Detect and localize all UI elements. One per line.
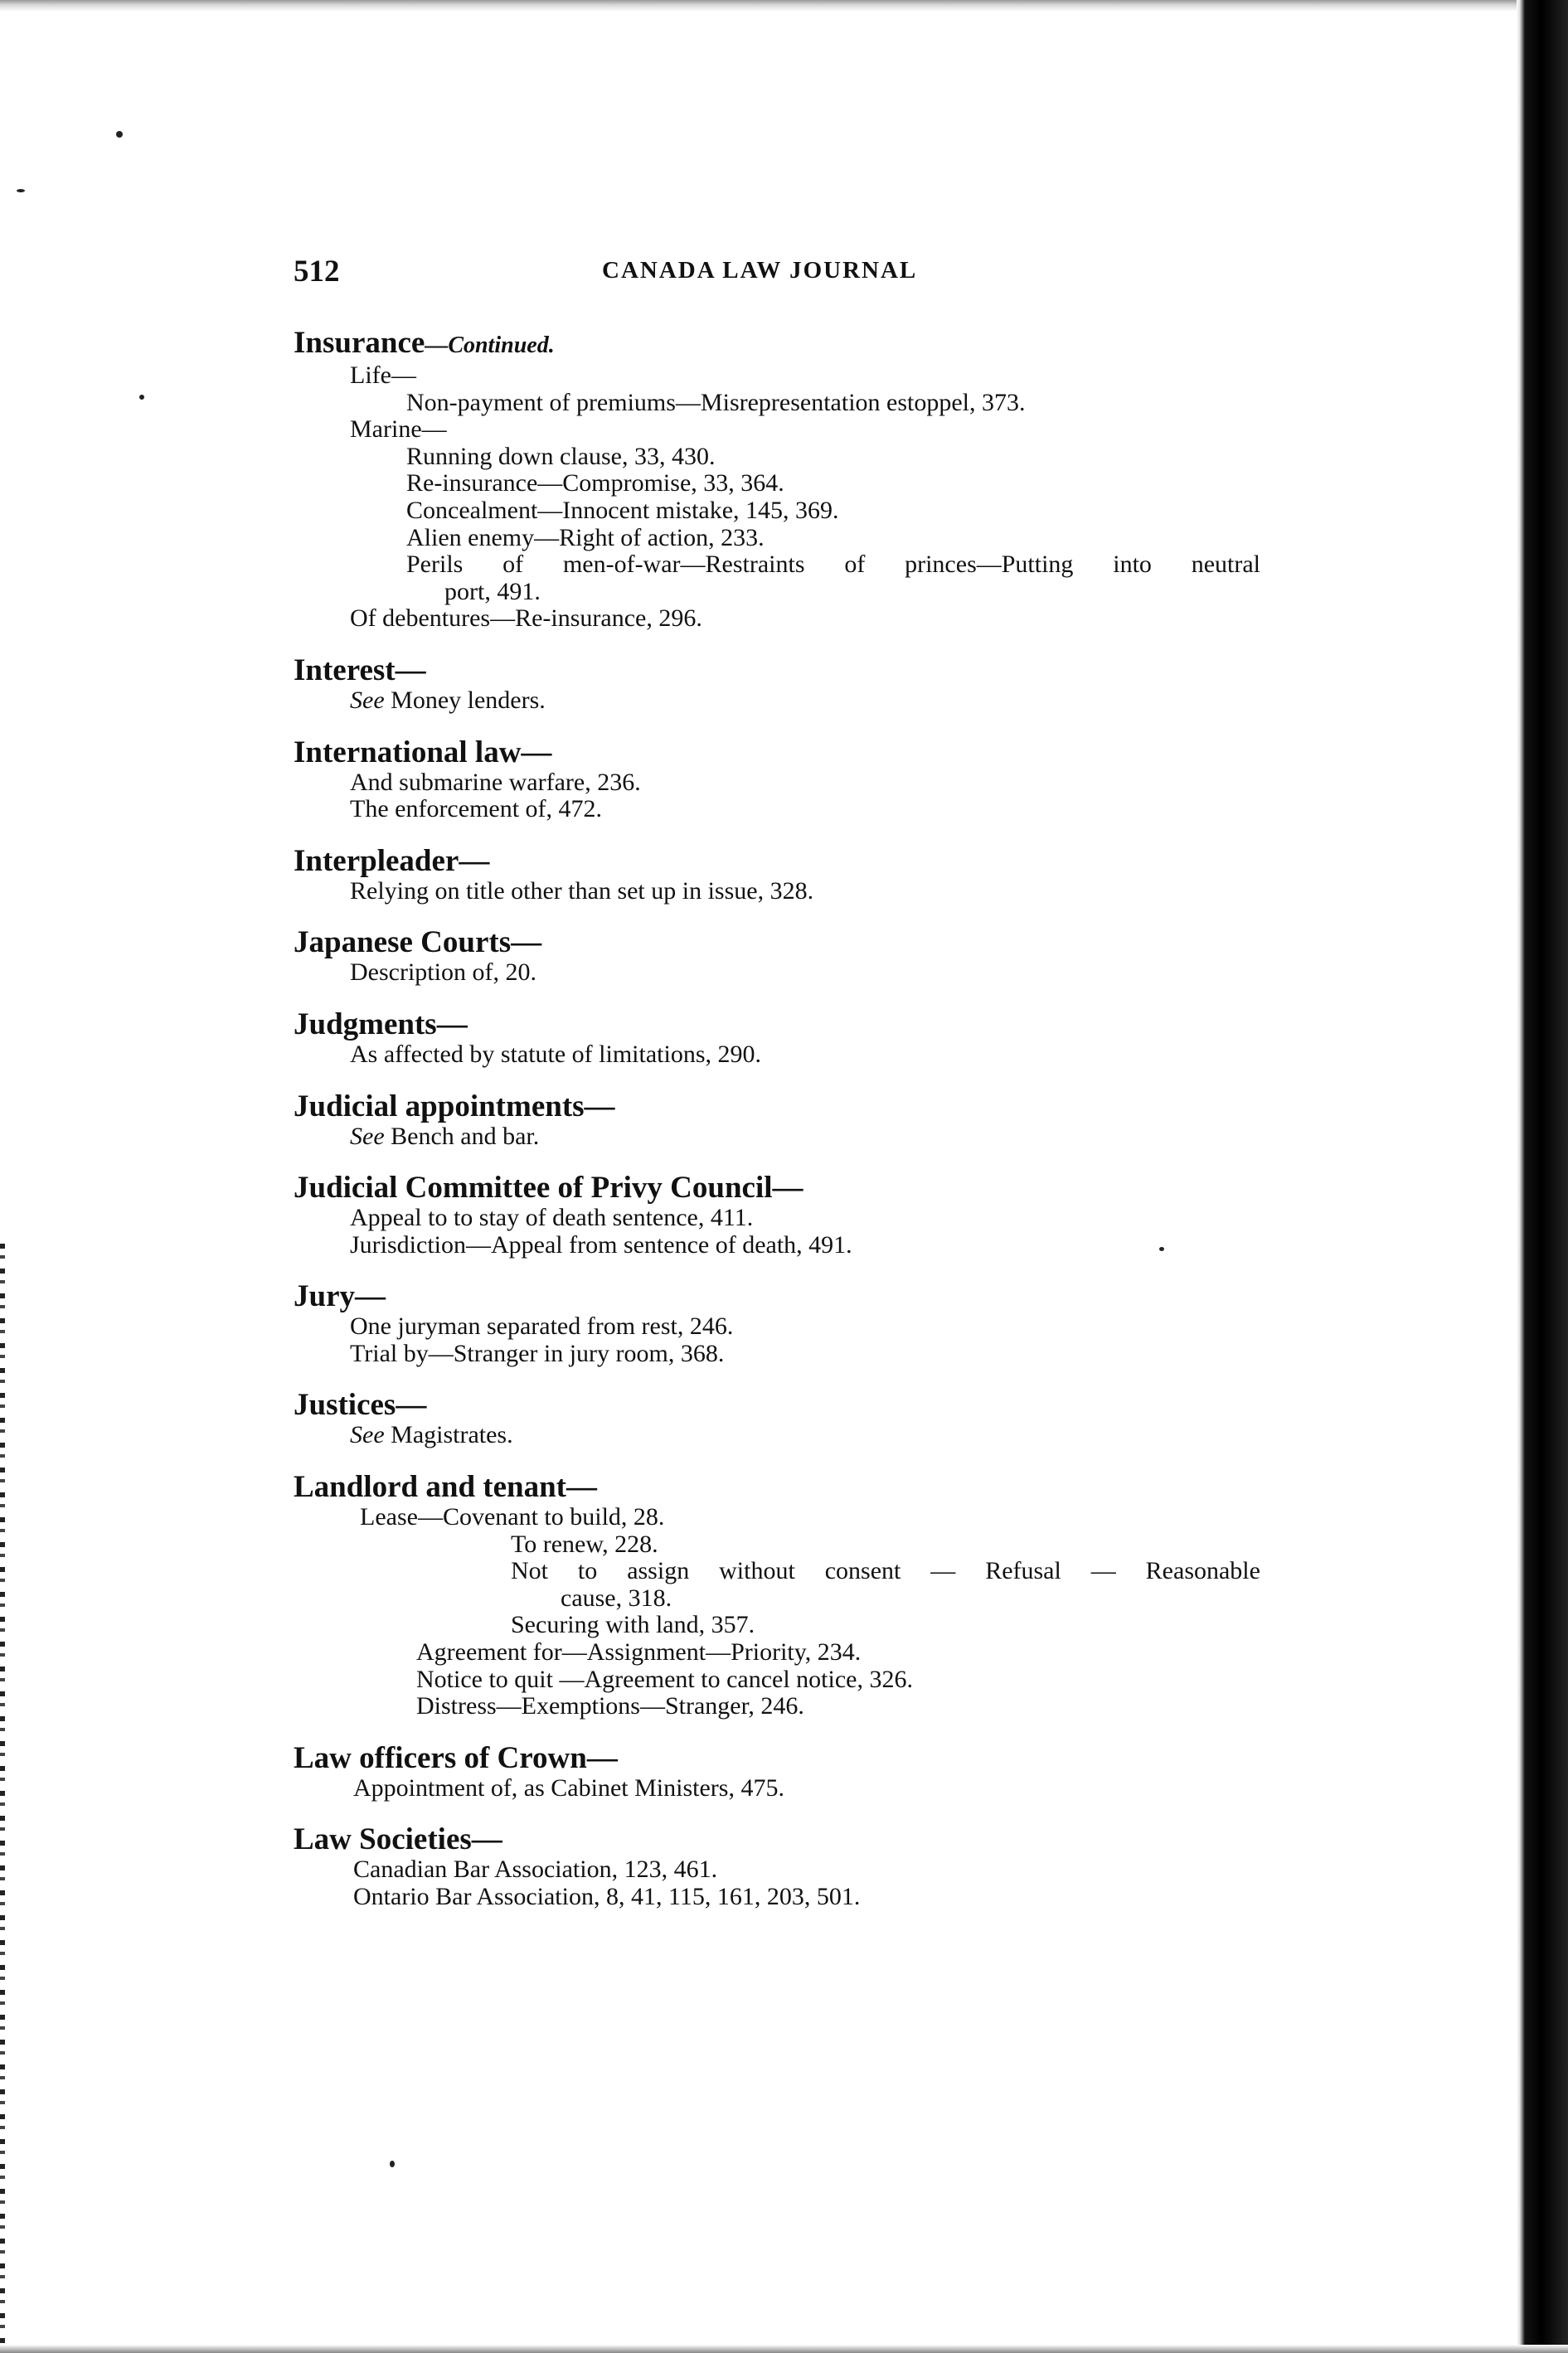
entry-heading-text: Japanese Courts— xyxy=(294,925,542,960)
scan-left-edge xyxy=(0,1244,5,2353)
entry-subline: Securing with land, 357. xyxy=(511,1611,755,1639)
index-entry xyxy=(294,1470,1260,1720)
entry-subline: Lease—Covenant to build, 28. xyxy=(360,1503,665,1531)
justified-word: princes—Putting xyxy=(905,551,1074,579)
index-entry xyxy=(294,1823,1255,1910)
entry-heading-text: Jury— xyxy=(294,1279,386,1314)
justified-word: — xyxy=(930,1557,956,1585)
entry-subline: The enforcement of, 472. xyxy=(350,795,603,823)
entry-subline: Notice to quit —Agreement to cancel notice, 326. xyxy=(416,1665,913,1693)
entry-subline: Relying on title other than set up in issue, 328. xyxy=(350,876,814,905)
entry-subline: Life— xyxy=(350,361,416,389)
entry-heading-text: Judgments— xyxy=(294,1007,468,1041)
index-entry xyxy=(294,1389,1255,1449)
scan-bottom-edge xyxy=(0,2345,1568,2353)
entry-subline: And submarine warfare, 236. xyxy=(350,768,641,796)
entry-subline xyxy=(294,1422,1255,1449)
journal-title: CANADA LAW JOURNAL xyxy=(602,257,918,284)
entry-heading-text: Landlord and tenant— xyxy=(294,1470,597,1505)
index-entry xyxy=(294,1090,1255,1151)
entry-heading xyxy=(294,1823,1255,1856)
see-reference-label: See xyxy=(350,686,385,714)
index-entry xyxy=(294,1008,1255,1069)
entry-subline: Ontario Bar Association, 8, 41, 115, 161, 203, 501. xyxy=(353,1883,861,1910)
justified-word: Not xyxy=(511,1557,548,1585)
entry-subline: port, 491. xyxy=(444,577,541,605)
see-reference-target: Bench and bar. xyxy=(384,1122,540,1150)
entry-heading xyxy=(294,926,1255,959)
entry-heading-text: Judicial appointments— xyxy=(294,1089,615,1123)
page-number: 512 xyxy=(294,255,340,289)
see-reference-target: Magistrates. xyxy=(384,1421,513,1449)
entry-subline: Distress—Exemptions—Stranger, 246. xyxy=(416,1692,804,1720)
justified-word: into xyxy=(1113,551,1152,579)
justified-word: Refusal xyxy=(985,1557,1061,1585)
index-entry xyxy=(294,654,1255,715)
index-entry xyxy=(294,1742,1255,1802)
index-entry xyxy=(294,926,1255,987)
index-entry xyxy=(294,736,1255,823)
justified-word: to xyxy=(577,1557,598,1585)
scan-speck xyxy=(116,131,123,138)
entry-heading xyxy=(294,1471,1255,1504)
scan-speck xyxy=(390,2161,395,2167)
entry-subline: Description of, 20. xyxy=(350,958,536,987)
see-reference-target: Money lenders. xyxy=(384,686,546,714)
entry-heading-text: Law Societies— xyxy=(294,1822,502,1857)
index-content xyxy=(294,326,1260,1933)
see-reference-label: See xyxy=(350,1122,385,1150)
index-entry xyxy=(294,845,1255,905)
entry-subline: Agreement for—Assignment—Priority, 234. xyxy=(416,1638,862,1667)
entry-subline: Running down clause, 33, 430. xyxy=(406,442,716,470)
justified-word: men-of-war—Restraints xyxy=(562,551,805,579)
justified-word: without xyxy=(719,1557,795,1585)
entry-heading-text: Interest— xyxy=(294,653,426,687)
scan-speck xyxy=(17,189,25,192)
entry-heading xyxy=(294,654,1255,687)
justified-word: of xyxy=(502,551,524,579)
entry-heading xyxy=(294,845,1255,878)
justified-word: neutral xyxy=(1191,551,1260,579)
scan-speck xyxy=(139,395,144,400)
entry-subline: One juryman separated from rest, 246. xyxy=(350,1312,734,1341)
entry-subline xyxy=(294,1123,1255,1151)
entry-heading xyxy=(294,1389,1255,1422)
entry-heading-text: Justices— xyxy=(294,1388,427,1423)
entry-heading xyxy=(294,1742,1255,1775)
index-entry xyxy=(294,1172,1255,1259)
entry-subline: Appointment of, as Cabinet Ministers, 475. xyxy=(353,1773,784,1802)
entry-subline: Non-payment of premiums—Misrepresentation estoppel, 373. xyxy=(406,388,1026,416)
entry-subline: Concealment—Innocent mistake, 145, 369. xyxy=(406,496,839,524)
entry-subline: Appeal to to stay of death sentence, 411. xyxy=(350,1204,754,1232)
entry-heading-text: Law officers of Crown— xyxy=(294,1740,618,1775)
entry-subline: Of debentures—Re-insurance, 296. xyxy=(350,604,702,633)
index-entry xyxy=(294,326,1260,633)
entry-subline: To renew, 228. xyxy=(511,1530,658,1558)
index-entry xyxy=(294,1280,1255,1367)
entry-subline xyxy=(294,551,1260,579)
entry-heading xyxy=(294,1280,1255,1313)
entry-subline: Re-insurance—Compromise, 33, 364. xyxy=(406,469,784,497)
see-reference-label: See xyxy=(350,1421,385,1449)
entry-heading-text: Interpleader— xyxy=(294,843,490,878)
entry-heading xyxy=(294,327,1255,362)
entry-subline xyxy=(294,687,1255,715)
entry-heading-text: Judicial Committee of Privy Council— xyxy=(294,1171,803,1206)
entry-heading xyxy=(294,736,1255,769)
entry-heading-text: International law— xyxy=(294,735,552,769)
scan-binding-edge xyxy=(1517,0,1568,2353)
entry-heading-text: Insurance xyxy=(294,326,425,360)
entry-subline: Alien enemy—Right of action, 233. xyxy=(406,523,765,551)
entry-subline: As affected by statute of limitations, 290. xyxy=(350,1040,762,1068)
justified-word: Reasonable xyxy=(1145,1557,1260,1585)
entry-subline: Marine— xyxy=(350,415,447,444)
justified-word: Perils xyxy=(406,551,464,579)
entry-heading xyxy=(294,1090,1255,1123)
entry-subline xyxy=(294,1558,1260,1585)
page-header xyxy=(294,254,1247,295)
entry-heading xyxy=(294,1172,1255,1205)
entry-subline: Jurisdiction—Appeal from sentence of death, 491. xyxy=(350,1230,852,1259)
justified-word: of xyxy=(844,551,866,579)
justified-word: assign xyxy=(627,1557,690,1585)
justified-word: consent xyxy=(824,1557,901,1585)
entry-subline: Canadian Bar Association, 123, 461. xyxy=(353,1856,718,1884)
scan-top-edge xyxy=(0,0,1568,12)
entry-subline: cause, 318. xyxy=(561,1584,672,1612)
entry-subline: Trial by—Stranger in jury room, 368. xyxy=(350,1339,725,1367)
entry-heading xyxy=(294,1008,1255,1041)
continued-label: —Continued. xyxy=(425,332,555,358)
justified-word: — xyxy=(1090,1557,1116,1585)
